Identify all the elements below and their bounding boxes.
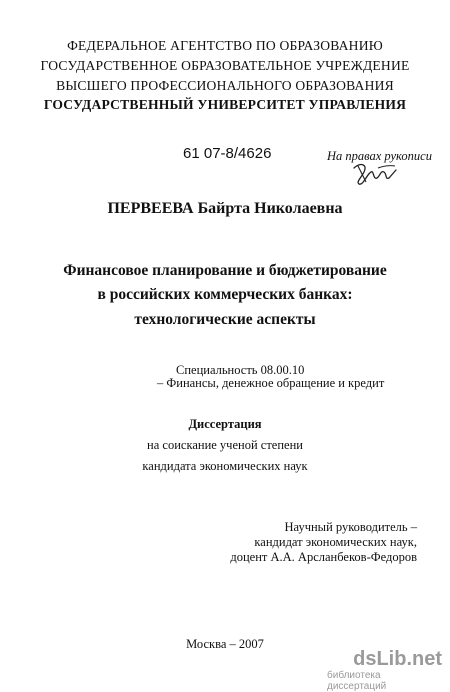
header-line-2: ГОСУДАРСТВЕННОЕ ОБРАЗОВАТЕЛЬНОЕ УЧРЕЖДЕНИЕ <box>40 58 410 73</box>
header-line-4: ГОСУДАРСТВЕННЫЙ УНИВЕРСИТЕТ УПРАВЛЕНИЯ <box>43 97 407 112</box>
watermark-subtitle: библиотека диссертаций <box>327 670 387 692</box>
archive-stamp-number: 61 07-8/4626 <box>183 145 272 162</box>
header-line-1: ФЕДЕРАЛЬНОЕ АГЕНТСТВО ПО ОБРАЗОВАНИЮ <box>67 38 383 53</box>
supervisor-line-3: доцент А.А. Арсланбеков-Федоров <box>230 550 417 564</box>
title-line-2: в российских коммерческих банках: <box>97 286 353 303</box>
degree-line-2: кандидата экономических наук <box>142 459 308 473</box>
supervisor-line-2: кандидат экономических наук, <box>254 535 417 549</box>
city-year: Москва – 2007 <box>186 637 264 651</box>
degree-line-1: на соискание ученой степени <box>147 438 303 452</box>
dissertation-heading: Диссертация <box>188 417 262 431</box>
title-line-3: технологические аспекты <box>134 311 316 328</box>
author-name: ПЕРВЕЕВА Байрта Николаевна <box>107 200 343 217</box>
watermark-logo: dsLib.net <box>353 648 442 670</box>
supervisor-line-1: Научный руководитель – <box>284 520 417 534</box>
specialty-code: Специальность 08.00.10 <box>176 363 305 377</box>
title-line-1: Финансовое планирование и бюджетирование <box>63 262 387 279</box>
watermark <box>327 648 442 692</box>
handwritten-signature <box>350 160 398 190</box>
header-line-3: ВЫСШЕГО ПРОФЕССИОНАЛЬНОГО ОБРАЗОВАНИЯ <box>56 78 394 93</box>
specialty-name: – Финансы, денежное обращение и кредит <box>157 376 385 390</box>
manuscript-note: На правах рукописи <box>327 149 432 163</box>
